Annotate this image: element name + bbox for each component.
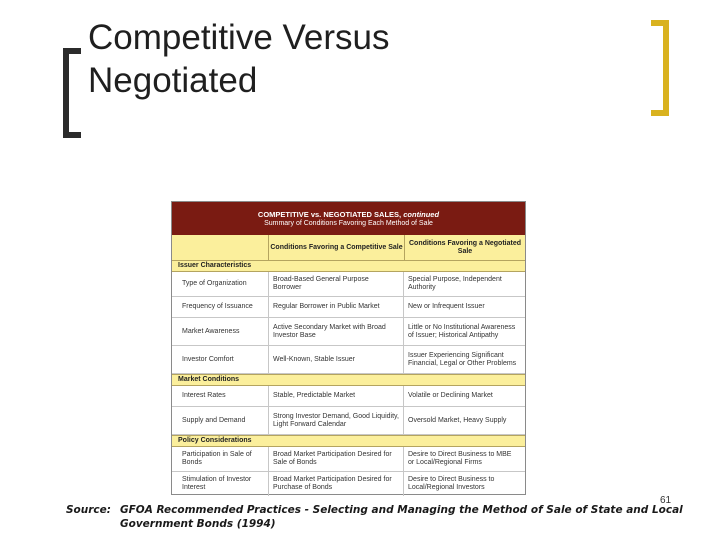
row-competitive: Broad Market Participation Desired for Purchase of Bonds: [268, 472, 403, 496]
table-subheading: Summary of Conditions Favoring Each Method of Sale: [264, 219, 433, 227]
section-policy-considerations: Policy Considerations: [172, 435, 525, 447]
row-competitive: Regular Borrower in Public Market: [268, 297, 403, 317]
table-row: [172, 346, 525, 374]
table-row: [172, 386, 525, 407]
row-label: Participation in Sale of Bonds: [182, 451, 252, 466]
table-row: [172, 318, 525, 346]
table-column-headers: [172, 235, 525, 260]
row-label: Frequency of Issuance: [182, 303, 253, 310]
row-negotiated: Volatile or Declining Market: [403, 386, 523, 406]
table-row: [172, 407, 525, 435]
table-row: [172, 472, 525, 496]
column-header-negotiated: Conditions Favoring a Negotiated Sale: [404, 235, 525, 260]
section-market-conditions: Market Conditions: [172, 374, 525, 386]
column-header-competitive: Conditions Favoring a Competitive Sale: [268, 235, 404, 260]
row-negotiated: Oversold Market, Heavy Supply: [403, 407, 523, 434]
page-number: 61: [660, 495, 672, 506]
left-bracket-decoration: [63, 48, 81, 138]
row-negotiated: Issuer Experiencing Significant Financial, Legal or Other Problems: [403, 346, 523, 373]
source-label: Source:: [66, 504, 111, 516]
source-line-1: GFOA Recommended Practices - Selecting and Managing the Method of Sale of State and Local: [120, 504, 683, 516]
table-heading: [172, 210, 525, 219]
row-negotiated: Desire to Direct Business to Local/Regional Investors: [403, 472, 523, 496]
slide-title-line-1: Competitive Versus: [88, 18, 390, 57]
right-bracket-decoration: [651, 20, 669, 116]
row-negotiated: New or Infrequent Issuer: [403, 297, 523, 317]
row-label: Stimulation of Investor Interest: [182, 476, 252, 491]
table-heading-italic: continued: [403, 209, 440, 219]
source-citation: [66, 503, 706, 531]
slide-title-line-2: Negotiated: [88, 61, 258, 100]
row-label: Supply and Demand: [182, 416, 246, 424]
column-header-blank: [172, 235, 268, 260]
section-issuer-characteristics: Issuer Characteristics: [172, 260, 525, 272]
table-heading-text: COMPETITIVE vs. NEGOTIATED SALES,: [257, 209, 402, 219]
row-competitive: Broad Market Participation Desired for Sale of Bonds: [268, 447, 403, 471]
table-row: [172, 272, 525, 297]
row-label: Type of Organization: [182, 280, 247, 287]
row-competitive: Broad-Based General Purpose Borrower: [268, 272, 403, 296]
row-negotiated: Special Purpose, Independent Authority: [403, 272, 523, 296]
row-label: Market Awareness: [182, 327, 240, 335]
table-row: [172, 447, 525, 472]
table-header: [172, 202, 525, 235]
row-label: Interest Rates: [182, 392, 226, 399]
table-row: [172, 297, 525, 318]
source-line-2: Government Bonds (1994): [120, 518, 276, 530]
row-label: Investor Comfort: [182, 355, 234, 363]
comparison-table-image: [171, 201, 526, 495]
row-competitive: Strong Investor Demand, Good Liquidity, Light Forward Calendar: [268, 407, 403, 434]
slide-title: [88, 16, 628, 102]
row-negotiated: Little or No Institutional Awareness of Issuer; Historical Antipathy: [403, 318, 523, 345]
row-competitive: Well-Known, Stable Issuer: [268, 346, 403, 373]
row-competitive: Active Secondary Market with Broad Investor Base: [268, 318, 403, 345]
row-negotiated: Desire to Direct Business to MBE or Local/Regional Firms: [403, 447, 523, 471]
row-competitive: Stable, Predictable Market: [268, 386, 403, 406]
